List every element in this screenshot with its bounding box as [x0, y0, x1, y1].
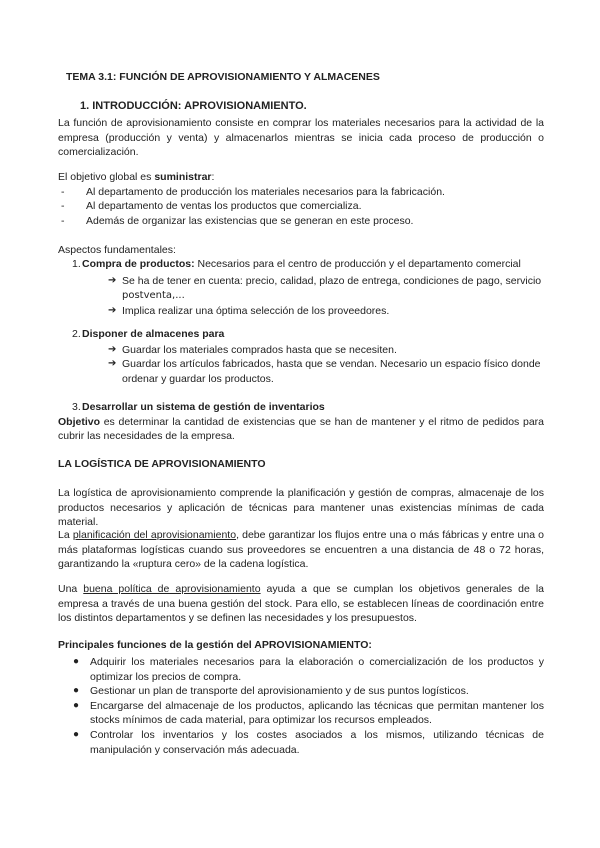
logistics-paragraph-1: La logística de aprovisionamiento comprende la planificación y gestión de compras, almacenaje de los productos necesarios y aplicación de técnicas para mantener unas existencias mínimas de cada material.: [58, 487, 544, 529]
arrow-icon: ➔: [108, 304, 117, 316]
aspect-2-subitem-continued: ordenar y guardar los productos.: [122, 372, 274, 385]
aspects-label: Aspectos fundamentales:: [58, 244, 176, 256]
arrow-icon: ➔: [108, 343, 117, 355]
objective-keyword: suministrar: [154, 171, 212, 183]
arrow-icon: ➔: [108, 358, 117, 370]
logistics-heading: LA LOGÍSTICA DE APROVISIONAMIENTO: [58, 458, 266, 470]
aspect-2-subitem: ➔ Guardar los artículos fabricados, hasta que se vendan. Necesario un espacio físico donde: [108, 358, 541, 371]
aspect-1-subitem-continued: postventa,...: [122, 290, 185, 302]
aspect-1-title: Compra de productos:: [82, 258, 195, 270]
aspect-2-title: Disponer de almacenes para: [82, 328, 225, 340]
function-item: ● Encargarse del almacenaje de los productos, aplicando las técnicas que permitan mantener los stocks mínimos de cada material, para optimizar los recursos empleados.: [73, 699, 544, 727]
aspect-2: 2. Disponer de almacenes para ➔ Guardar los materiales comprados hasta que se necesiten. ➔ Guardar los artículos fabricados, hasta que se vendan. Necesario un espacio físico donde ordenar y guardar los productos.: [58, 327, 544, 386]
functions-list: [58, 655, 544, 757]
functions-heading: Principales funciones de la gestión del APROVISIONAMIENTO:: [58, 639, 372, 651]
policy-link: buena política de aprovisionamiento: [83, 583, 261, 595]
objective-item: - Al departamento de ventas los productos que comercializa.: [58, 199, 544, 214]
objective-item: - Al departamento de producción los materiales necesarios para la fabricación.: [58, 185, 544, 200]
arrow-icon: ➔: [108, 274, 117, 286]
aspect-1: 1. Compra de productos: Necesarios para el centro de producción y el departamento comercial ➔ Se ha de tener en cuenta: precio, calidad, plazo de entrega, condiciones de pago, servicio postventa,... ➔ Implica realizar una óptima selección de los proveedores.: [58, 257, 544, 318]
objective-paragraph: El objetivo global es suministrar: - Al departamento de producción los materiales necesarios para la fabricación. - Al departamento de ventas los productos que comercializa. - Además de organizar las existencias que se generan en este proceso.: [58, 170, 544, 228]
objective-label: Objetivo: [58, 415, 101, 428]
aspect-2-subitem: ➔ Guardar los materiales comprados hasta que se necesiten.: [108, 343, 397, 356]
function-item: ● Gestionar un plan de transporte del aprovisionamiento y de sus puntos logísticos.: [73, 685, 469, 698]
function-item: ● Controlar los inventarios y los costes asociados a los mismos, utilizando técnicas de manipulación y conservación más adecuada.: [73, 728, 544, 756]
logistics-paragraph-3: Una buena política de aprovisionamiento ayuda a que se cumplan los objetivos generales de la empresa a través de una buena gestión del stock. Para ello, se establecen líneas de coordinación entre los distintos departamentos y se definen las necesidades y los presupuestos.: [58, 583, 544, 625]
bullet-icon: ●: [73, 685, 80, 697]
aspect-1-subitem: ➔ Implica realizar una óptima selección de los proveedores.: [108, 304, 390, 317]
bullet-icon: ●: [73, 699, 80, 711]
objective-item: - Además de organizar las existencias que se generan en este proceso.: [58, 214, 544, 229]
logistics-paragraph-2: La planificación del aprovisionamiento, debe garantizar los flujos entre una o más fábricas y entre una o más plataformas logísticas cuando sus proveedores se encuentren a una distancia de 48 o 72 horas, garantizando la «ruptura cero» de la cadena logística.: [58, 529, 544, 571]
function-item: ● Adquirir los materiales necesarios para la elaboración o comercialización de los productos y optimizar los precios de compra.: [73, 656, 544, 683]
document-title: TEMA 3.1: FUNCIÓN DE APROVISIONAMIENTO Y ALMACENES: [66, 71, 380, 83]
aspect-3: 3. Desarrollar un sistema de gestión de inventarios Objetivo es determinar la cantidad de existencias que se han de mantener y el ritmo de pedidos para cubrir las necesidades de la empresa.: [58, 401, 544, 443]
aspect-1-subitem: ➔ Se ha de tener en cuenta: precio, calidad, plazo de entrega, condiciones de pago, servicio: [108, 274, 542, 287]
bullet-icon: ●: [73, 728, 80, 740]
section-1-heading: 1. INTRODUCCIÓN: APROVISIONAMIENTO.: [80, 100, 307, 112]
aspect-3-title: Desarrollar un sistema de gestión de inventarios: [82, 401, 325, 413]
planning-link: planificación del aprovisionamiento: [72, 529, 237, 541]
bullet-icon: ●: [73, 656, 80, 667]
section-1-intro: La función de aprovisionamiento consiste en comprar los materiales necesarios para la actividad de la empresa (producción y venta) y almacenarlos mientras se inicia cada proceso de producción o comercialización.: [58, 117, 544, 159]
